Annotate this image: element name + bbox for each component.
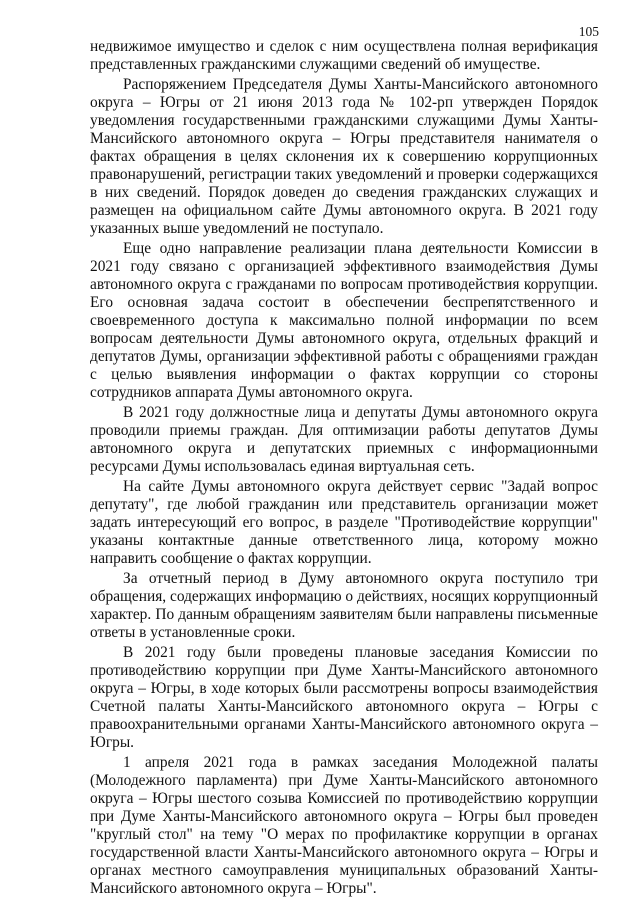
page-number: 105 [578,24,599,39]
paragraph: На сайте Думы автономного округа действует сервис "Задай вопрос депутату", где любой гражданин или представитель организации может задать интересующий его вопрос, в разделе "Противодействие коррупции" указаны контактные данные ответственного лица, которому можно направить сообщение о фактах коррупции. [90,478,598,567]
paragraph: В 2021 году должностные лица и депутаты Думы автономного округа проводили приемы граждан. Для оптимизации работы депутатов Думы автономного округа и депутатских приемных с информационными ресурсами Думы использовалась единая виртуальная сеть. [90,404,598,475]
paragraph: Еще одно направление реализации плана деятельности Комиссии в 2021 году связано с организацией эффективного взаимодействия Думы автономного округа с гражданами по вопросам противодействия коррупции. Его основная задача состоит в обеспечении беспрепятственного и своевременного доступа к максимально полной информации по всем вопросам деятельности Думы автономного округа, отдельных фракций и депутатов Думы, организации эффективной работы с обращениями граждан с целью выявления информации о фактах коррупции со стороны сотрудников аппарата Думы автономного округа. [90,240,598,401]
paragraph: Распоряжением Председателя Думы Ханты-Мансийского автономного округа – Югры от 21 июня 2013 года № 102-рп утвержден Порядок уведомления государственными гражданскими служащими Думы Ханты-Мансийского автономного округа – Югры представителя нанимателя о фактах обращения в целях склонения их к совершению коррупционных правонарушений, регистрации таких уведомлений и проверки содержащихся в них сведений. Порядок доведен до сведения гражданских служащих и размещен на официальном сайте Думы автономного округа. В 2021 году указанных выше уведомлений не поступало. [90,76,598,237]
paragraph: недвижимое имущество и сделок с ним осуществлена полная верификация представленных гражданскими служащими сведений об имуществе. [90,38,598,73]
paragraph: В 2021 году были проведены плановые заседания Комиссии по противодействию коррупции при Думе Ханты-Мансийского автономного округа – Югры, в ходе которых были рассмотрены вопросы взаимодействия Счетной палаты Ханты-Мансийского автономного округа – Югры с правоохранительными органами Ханты-Мансийского автономного округа – Югры. [90,644,598,751]
paragraph: За отчетный период в Думу автономного округа поступило три обращения, содержащих информацию о действиях, носящих коррупционный характер. По данным обращениям заявителям были направлены письменные ответы в установленные сроки. [90,570,598,641]
paragraph: 1 апреля 2021 года в рамках заседания Молодежной палаты (Молодежного парламента) при Думе Ханты-Мансийского автономного округа – Югры шестого созыва Комиссией по противодействию коррупции при Думе Ханты-Мансийского автономного округа – Югры был проведен "круглый стол" на тему "О мерах по профилактике коррупции в органах государственной власти Ханты-Мансийского автономного округа – Югры и органах местного самоуправления муниципальных образований Ханты-Мансийского автономного округа – Югры". [90,754,598,897]
document-body [90,38,598,898]
